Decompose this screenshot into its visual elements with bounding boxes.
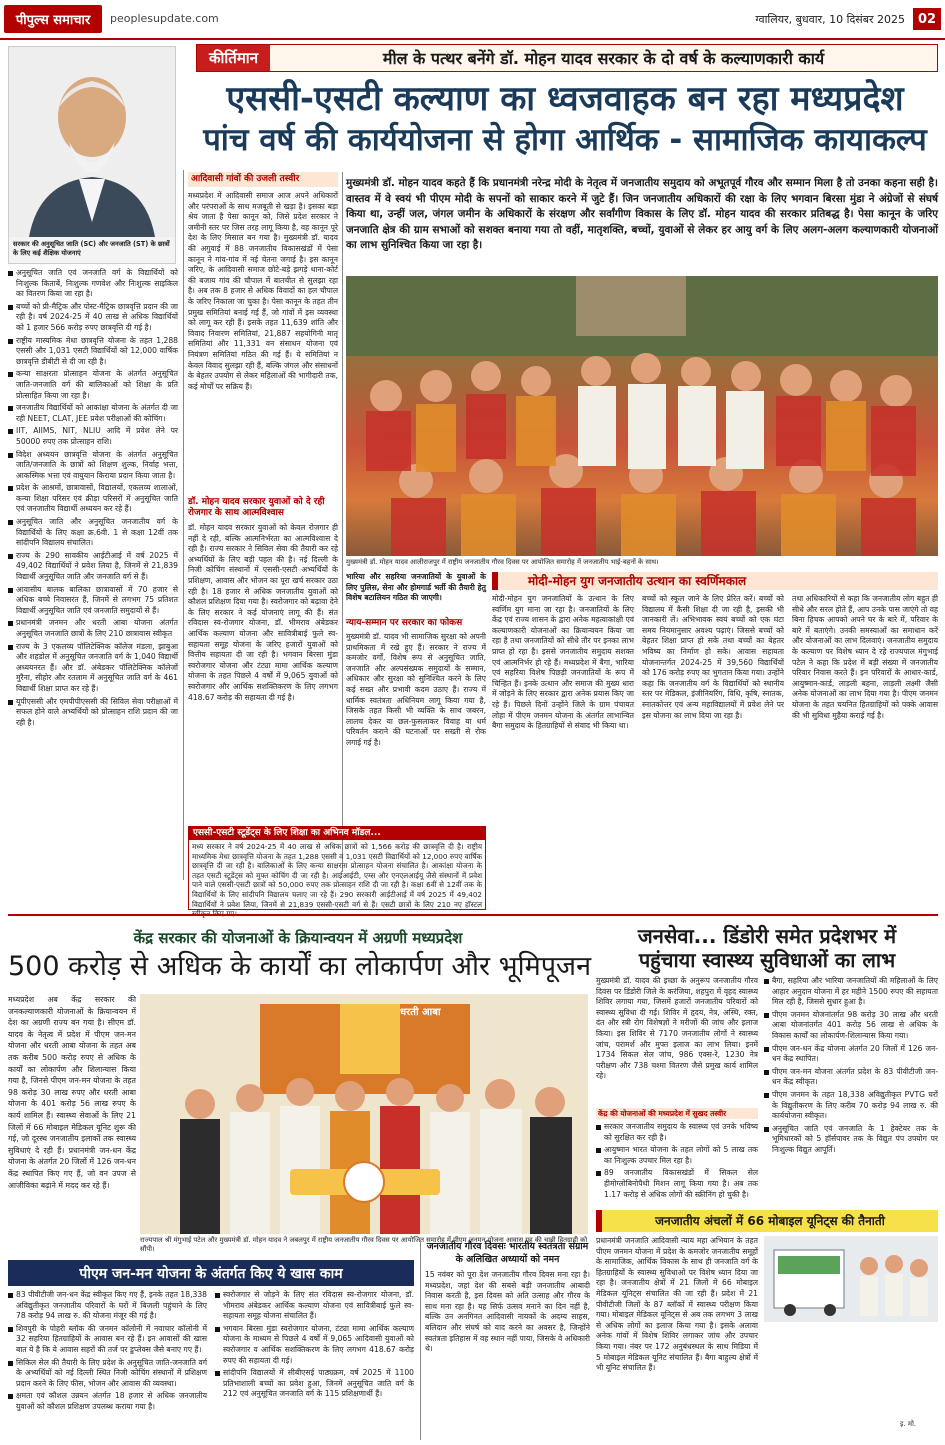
sec2-photo-caption: राज्यपाल श्री मंगुभाई पटेल और मुख्यमंत्री डॉ. मोहन यादव ने जबलपुर में राष्ट्रीय जनजातीय गौरव दिवस पर आयोजित समारोह में पीएम जनमन योजना आवास गृह की चाबी हितग्राही को सौंपी। xyxy=(140,1236,588,1253)
health-bullets-1 xyxy=(596,1122,758,1208)
list-item: IIT, AIIMS, NIT, NLIU आदि में प्रवेश लेने पर 50000 रुपए तक प्रोत्साहन राशि। xyxy=(8,426,178,447)
tribal-villages-section xyxy=(188,172,338,872)
list-item: यूपीएससी और एमपीपीएससी की सिविल सेवा परीक्षाओं में सफल होने वाले अभ्यर्थियों को प्रोत्साहन राशि प्रदान की जा रही है। xyxy=(8,697,178,729)
sec2-photo xyxy=(140,994,588,1234)
pmjm-band xyxy=(8,1260,414,1286)
lead-paragraph: मुख्यमंत्री डॉ. मोहन यादव कहते हैं कि प्रधानमंत्री नरेन्द्र मोदी के नेतृत्व में जनजातीय समुदाय को अभूतपूर्व गौरव और सम्मान मिला है तो उनका कहना सही है। वास्तव में वे स्वयं भी पीएम मोदी के सपनों को साकार करने में जुटे हैं। जिन जनजातीय अधिकारों की रक्षा के लिए भगवान बिरसा मुंडा ने अंग्रेजों से संघर्ष किया था, उन्हीं जल, जंगल जमीन के अधिकारों के संरक्षण और सर्वांगीण विकास के लिए डॉ. मोहन यादव की सरकार प्रतिबद्ध है। पेसा कानून के जरिए जनजाति क्षेत्र की ग्राम सभाओं को सशक्त बनाया गया तो वहीं, मातृशक्ति, बच्चों, युवाओं से लेकर हर आयु वर्ग के लिए अलग-अलग कल्याणकारी योजनाओं का लाभ सुनिश्चित किया जा रहा है। xyxy=(346,177,938,252)
list-item: आयुष्मान भारत योजना के तहत लोगों को 5 लाख तक का निःशुल्क उपचार मिल रहा है। xyxy=(596,1145,758,1166)
signoff: इ. मो. xyxy=(900,1420,917,1428)
list-item: 89 जनजातीय विकासखंडों में सिकल सेल हीमोग्लोबिनोपैथी मिशन लागू किया गया है। अब तक 1.17 करोड़ से अधिक लोगों की स्क्रीनिंग हो चुकी है। xyxy=(596,1168,758,1200)
portrait-image xyxy=(9,47,175,237)
youth-employment-head: डॉ. मोहन यादव सरकार युवाओं को दे रही रोजगार के साथ आत्मविश्वास xyxy=(188,497,325,518)
sec2-body: मध्यप्रदेश अब केंद्र सरकार की जनकल्याणकारी योजनाओं के क्रियान्वयन में देश का अग्रणी राज्य बन गया है। सीएम डॉ. यादव के नेतृत्व में प्रदेश में पीएम जन-मन योजना और धरती आबा योजना के तहत अब तक करीब 500 करोड़ रुपए से अधिक के कार्यों का लोकार्पण और शिलान्यास किया गया है, जिनसे पीएम जन-मन योजना के तहत 98 करोड़ 30 लाख रुपए और धरती आबा योजना के 401 करोड़ 56 लाख रुपए के कार्य शामिल हैं। स्वास्थ्य सेवाओं के लिए 21 जिलों में 66 मोबाइल मेडिकल यूनिट शुरू की गई, जो दूरस्थ जनजातीय इलाकों तक स्वास्थ्य सुविधाएं दे रही हैं। प्रधानमंत्री जन-धन केंद्र योजना के अंतर्गत 20 जिलों में 126 जन-धन केंद्र स्थापित किए गए हैं, जो वन उपज से आजीविका बढ़ाने में मदद कर रहे हैं। xyxy=(8,995,136,1190)
list-item: राज्य के 290 सावकीय आईटीआई में वर्ष 2025 में 49,402 विद्यार्थियों ने प्रवेश लिया है, जिनमें से 21,839 विद्यार्थी अनुसूचित जाति और जनजाति वर्ग से हैं। xyxy=(8,551,178,583)
left-bullets xyxy=(8,268,178,728)
sec2-headline: 500 करोड़ से अधिक के कार्यों का लोकार्पण और भूमिपूजन xyxy=(8,951,592,982)
kicker-tag: कीर्तिमान xyxy=(197,45,270,71)
modi-mohan-col-3: तथा अधिकारियों से कहा कि जनजातीय लोग बहुत ही सीधे और सरल होते हैं, आप उनके पास जाएंगे तो वह बिना हिचक आपको अपने घर के बारे में, परिवार के बारे में बताएंगे। उनकी समस्याओं का समाधान करें और योजनाओं का लाभ दिलवाएं। जनजातीय समुदाय के कल्याण पर विशेष ध्यान दे रहे राज्यपाल मंगुभाई पटेल ने कहा कि प्रदेश में बड़ी संख्या में जनजातीय परिवार निवास करते हैं। इन परिवारों के आधार-कार्ड, आयुष्मान-कार्ड, लाड़ली बहना, लाड़ली लक्ष्मी जैसी अनेक योजनाओं का लाभ दिया गया है। पीएम जनमन योजना के तहत चयनित हितग्राहियों को पक्के आवास की भी सुविधा मुहैया कराई गई है। xyxy=(792,594,938,720)
newspaper-logo[interactable]: पीपुल्स समाचार xyxy=(4,5,102,33)
list-item: 83 पीवीटीजी जन-धन केंद्र स्वीकृत किए गए हैं, इनके तहत 18,338 अविद्युतीकृत जनजातीय परिवारों के घरों में बिजली पहुंचाने के लिए 78 करोड़ 94 लाख रु. की योजना मंजूर की गई है। xyxy=(8,1290,207,1322)
list-item: विदेश अध्ययन छात्रवृत्ति योजना के अंतर्गत अनुसूचित जाति/जनजाति के छात्रों को शिक्षण शुल्क, निर्वाह भत्ता, आकस्मिक भत्ता एवं वायुयान किराया प्रदान किया जाता है। xyxy=(8,450,178,482)
kicker-bar xyxy=(196,44,938,72)
freedom-text: 15 नवंबर को पूरा देश जनजातीय गौरव दिवस मना रहा है। मध्यप्रदेश, जहां देश की सबसे बड़ी जनजातीय आबादी निवास करती है, इस दिवस को अति उत्साह और गौरव के साथ मना रहा है। यह सिर्फ उत्सव मनाने का दिन नहीं है, बल्कि उन अनगिनत आदिवासी नायकों के अदम्य साहस, बलिदान और संघर्ष को याद करने का अवसर है, जिन्होंने स्वतंत्रता इतिहास में वह स्थान नहीं पाया, जिसके वे अधिकारी थे। xyxy=(425,1270,590,1354)
mobile-van-image xyxy=(764,1236,938,1322)
tribal-villages-text: मध्यप्रदेश में आदिवासी समाज आज अपने अधिकारों और परंपराओं के साथ मजबूती से खड़ा है। इसका बड़ा श्रेय जाता है पेसा कानून को, जिसे प्रदेश सरकार ने जमीनी स्तर पर जिस तरह लागू किया है, वह कानून पूरे देश के लिए मिसाल बन गया है। मुख्यमंत्री डॉ. यादव की अगुवाई में 88 जनजातीय विकासखंडों में पेसा कानून ने गांव-गांव में नई चेतना जगाई है। इस कानून जरिए, के आदिवासी समाज छोटे-बड़े झगड़े थाना-कोर्ट की बजाय गांव की चौपाल में बातचीत से सुलझा रहा है। अब तक 8 हजार से अधिक विवादों का हल चौपाल के जरिए निकाला जा चुका है। पेसा कानून के तहत तीन प्रमुख समितियां बनाई गई हैं, जो गांवों में इस व्यवस्था को लागू कर रही हैं। इसके तहत 11,639 शांति और विवाद निवारण समितियां, 21,887 सहयोगिनी मातृ समितियां और 11,331 वन संसाधन योजना एवं नियंत्रण समितियां गठित की गई हैं। ये समितियां न केवल विवाद सुलझा रही हैं, बल्कि जंगल और संसाधनों के बेहतर उपयोग से लेकर महिलाओं की भागीदारी तक, कई मोर्चों पर सक्रिय हैं। xyxy=(188,191,338,391)
list-item: अनुसूचित जाति एवं जनजाति के 1 हेक्टेयर तक के भूमिधारकों को 5 हॉर्सपावर तक के विद्युत पंप उपयोग पर निःशुल्क विद्युत आपूर्ति। xyxy=(764,1124,938,1156)
mobile-units-band xyxy=(596,1210,938,1232)
pmjm-bullet-list xyxy=(8,1290,414,1413)
main-photo-caption: मुख्यमंत्री डॉ. मोहन यादव आलीराजपुर में राष्ट्रीय जनजातीय गौरव दिवस पर आयोजित समारोह में जनजातीय भाई-बहनों के साथ। xyxy=(346,558,659,566)
list-item: क्षमता एवं कौशल उन्नयन अंतर्गत 18 हजार से अधिक जनजातीय युवाओं को कौशल प्रशिक्षण उपलब्ध कराया गया है। xyxy=(8,1391,207,1412)
mobile-units-head: जनजातीय अंचलों में 66 मोबाइल यूनिट्स की तैनाती xyxy=(655,1214,885,1228)
list-item: पीएम जनमन के तहत 18,338 अविद्युतीकृत PVTG घरों के विद्युतीकरण के लिए करीब 70 करोड़ 94 लाख रु. की कार्ययोजना स्वीकृत। xyxy=(764,1090,938,1122)
portrait-caption: सरकार की अनुसूचित जाति (SC) और जनजाति (ST) के छात्रों के लिए कई शैक्षिक योजनाएं xyxy=(13,240,170,257)
list-item: प्रधानमंत्री जनमन और धरती आबा योजना अंतर्गत अनुसूचित जनजाति छात्रों के लिए 210 छात्रावास स्वीकृत xyxy=(8,618,178,639)
health-head-2: पहुंचाया स्वास्थ्य सुविधाओं का लाभ xyxy=(638,948,896,972)
justice-head: न्याय-सम्मान पर सरकार का फोकस xyxy=(346,618,463,628)
headline-line-1: एससी-एसटी कल्याण का ध्वजवाहक बन रहा मध्यप्रदेश xyxy=(226,79,904,119)
modi-mohan-col-2: बच्चों को स्कूल जाने के लिए प्रेरित करें। बच्चों को विद्यालय में कैसी शिक्षा दी जा रही है, इसकी भी जानकारी लें। अभिभावक स्वयं बच्चों को एक घंटा समय नियमानुसार अवश्य पढ़ाएं। जिससे बच्चों को बेहतर शिक्षा प्राप्त हो सके तथा बच्चों का बेहतर भविष्य का निर्माण हो सके। आवास सहायता योजनान्तर्गत 2024-25 में 39,560 विद्यार्थियों को 176 करोड़ रुपए का भुगतान किया गया। उन्होंने कहा कि जनजातीय वर्ग के विद्यार्थियों को स्थानीय स्तर पर मेडिकल, इंजीनियरिंग, विधि, कृषि, स्नातक, स्नातकोत्तर एवं अन्य महाविद्यालयों में प्रवेश लेने पर इस योजना का लाभ दिया जा रहा है। xyxy=(642,594,784,720)
kicker-text: मील के पत्थर बनेंगे डॉ. मोहन यादव सरकार के दो वर्ष के कल्याणकारी कार्य xyxy=(382,49,825,68)
list-item: आवासीय बालक बालिका छात्रावासों में 70 हजार से अधिक बच्चे निवासरत हैं, जिनमें से लगभग 75 प्रतिशत विद्यार्थी अनुसूचित जाति एवं जनजाति समुदायों से हैं। xyxy=(8,585,178,617)
list-item: बैगा, सहरिया और भारिया जनजातियों की महिलाओं के लिए आहार अनुदान योजना में हर महीने 1500 रुपए की सहायता मिल रही है, जिससे सुधार हुआ है। xyxy=(764,976,938,1008)
list-item: शिवपुरी के पोहरी ब्लॉक की जनमन कॉलोनी में नवाचार कॉलोनी में 32 सहरिया हितग्राहियों के आवास बन रहे हैं। इन आवासों की खास बात ये है कि ये आवास सहरों की तर्ज पर डुप्लेक्स जैसे बनाए गए हैं। xyxy=(8,1324,207,1356)
freedom-head: जनजातीय गौरव दिवसः भारतीय स्वतंत्रता संग्राम के अलिखित अध्यायों को नमन xyxy=(426,1241,589,1265)
health-bullet-list-1 xyxy=(596,1122,758,1200)
list-item: पीएम जन-मन योजना अंतर्गत प्रदेश के 83 पीवीटीजी जन-धन केंद्र स्वीकृत। xyxy=(764,1067,938,1088)
list-item: सरकार जनजातीय समुदाय के स्वास्थ्य एवं उनके भविष्य को सुरक्षित कर रही है। xyxy=(596,1122,758,1143)
list-item: जनजातीय विद्यार्थियों को आकांक्षा योजना के अंतर्गत दी जा रही NEET, CLAT, JEE प्रवेश परीक्षाओं की कोचिंग। xyxy=(8,403,178,424)
column-divider xyxy=(183,170,184,880)
justice-text: मुख्यमंत्री डॉ. यादव भी सामाजिक सुरक्षा को अपनी प्राथमिकता में रखे हुए हैं। सरकार ने राज्य में कमजोर वर्गों, विशेष रूप से अनुसूचित जाति, जनजाति और अल्पसंख्यक समुदायों के सम्मान, अधिकार और सुरक्षा को सुनिश्चित करने के लिए कई सख्त और प्रभावी कदम उठाए हैं। राज्य में धार्मिक स्वतंत्रता अधिनियम लागू किया गया है, जिसके तहत किसी भी व्यक्ति के साथ जबरन, लालच देकर या छल-फुसलाकर विवाह या धर्म परिवर्तन कराने की घटनाओं पर सख्ती से रोक लगाई गई है। xyxy=(346,632,486,747)
students-box xyxy=(188,826,486,910)
list-item: भगवान बिरसा मुंडा स्वरोजगार योजना, टंट्या मामा आर्थिक कल्याण योजना के माध्यम से पिछले 4 वर्षों में 9,065 आदिवासी युवाओं को स्वरोजगार व आर्थिक सशक्तिकरण के लिए लगभग 418.67 करोड़ रुपए की सहायता दी गई। xyxy=(215,1324,414,1366)
main-headline xyxy=(190,78,940,160)
freedom-section xyxy=(420,1240,590,1440)
students-text: मध्य सरकार ने वर्ष 2024-25 में 40 लाख से अधिक छात्रों को 1,566 करोड़ की छात्रवृत्ति दी है। राष्ट्रीय माध्यमिक मेधा छात्रवृत्ति योजना के तहत 1,288 एससी व 1,031 एसटी विद्यार्थियों को 12,000 रुपए वार्षिक छात्रवृत्ति दी जा रही है। बालिकाओं के लिए कन्या साक्षरता प्रोत्साहन योजना संचालित है। आकांक्षा योजना के तहत एसटी स्टूडेंट्स को मुफ्त कोचिंग दी जा रही है। आईआईटी, एम्स और एनएलआईयू जैसे संस्थानों में प्रवेश पाने वाले एससी-एसटी छात्रों को 50,000 रुपए तक प्रोत्साहन राशि दी जा रही है। कक्षा 6वीं से 12वीं तक के विद्यार्थियों के लिए सांदीपनि विद्यालय चलाए जा रहे हैं। 290 सरकारी आईटीआई में वर्ष 2025 में 49,402 विद्यार्थियों ने प्रवेश लिया, जिनमें से 21,839 एससी-एसटी वर्ग से हैं। एसटी छात्रों के लिए 210 नए हॉस्टल xyxy=(192,842,482,909)
list-item: बच्चों को प्री-मैट्रिक और पोस्ट-मैट्रिक छात्रवृत्ति प्रदान की जा रही है। वर्ष 2024-25 में 40 लाख से अधिक विद्यार्थियों को 1 हजार 566 करोड़ रुपए छात्रवृत्ति दी गई है। xyxy=(8,302,178,334)
main-photo-scene xyxy=(346,276,938,556)
column-divider xyxy=(342,172,343,872)
list-item: राष्ट्रीय मास्यमिक मेधा छात्रवृत्ति योजना के तहत 1,288 एससी और 1,031 एसटी विद्यार्थियों को 12,000 वार्षिक छात्रवृत्ति डीबीटी से दी जा रही है। xyxy=(8,336,178,368)
pmjm-bullets xyxy=(8,1290,414,1440)
youth-employment-text: डॉ. मोहन यादव सरकार युवाओं को केवल रोजगार ही नहीं दे रही, बल्कि आत्मनिर्भरता का आत्मविश्वास दे रही है। राज्य सरकार ने सिविल सेवा की तैयारी कर रहे अभ्यर्थियों के लिए बड़ी पहल की है। नई दिल्ली के निजी कोचिंग संस्थानों में एससी-एसटी अभ्यर्थियों के प्रशिक्षण, आवास और भोजन का पूरा खर्च सरकार उठा रही है। 18 हजार से अधिक जनजातीय युवाओं को कौशल प्रशिक्षण दिया गया है। स्वरोजगार को बढ़ावा देने के लिए सरकार ने कई योजनाएं लागू की हैं। संत रविदास स्व-रोजगार योजना, डॉ. भीमराव अंबेडकर आर्थिक कल्याण योजना और सावित्रीबाई फुले स्व-सहायता समूह योजना के जरिए हजारों युवाओं को वित्तीय सहायता दी जा रही है। भगवान बिरसा मुंडा स्वरोजगार योजना और टंट्या मामा आर्थिक कल्याण योजना के तहत पिछले 4 वर्षों में 9,065 युवाओं को स्वरोजगार और आर्थिक सशक्तिकरण के लिए लगभग 418.67 करोड़ की सहायता दी गई है। xyxy=(188,523,338,702)
health-text: मुख्यमंत्री डॉ. यादव की इच्छा के अनुरूप जनजातीय गौरव दिवस पर डिंडोरी जिले के करंजिया, शहपुरा में वृहद स्वास्थ्य शिविर लगाया गया, जिसमें हजारों जनजातीय परिवारों को स्वास्थ्य सुविधा दी गई। शिविर में हृदय, नेत्र, अस्थि, रक्त, दंत और स्त्री रोग विशेषज्ञों ने मरीजों की जांच और इलाज किया। इस शिविर से 7170 जनजातीय लोगों ने स्वास्थ्य जांच, परामर्श और मुफ्त इलाज का लाभ लिया। इनमें 1734 सिकल सेल जांच, 986 एक्स-रे, 1230 नेत्र परीक्षण और 738 चश्मा वितरण जैसे प्रमुख कार्य शामिल रहे। xyxy=(596,976,758,1081)
list-item: सांदीपनि विद्यालयों में सीबीएसई पाठ्यक्रम, वर्ष 2025 में 1100 प्रतिभाशाली बच्चों का प्रवेश हुआ, जिनमें अनुसूचित जाति वर्ग के 212 एवं अनुसूचित जनजाति वर्ग के 115 प्रशिक्षणार्थी हैं। xyxy=(215,1368,414,1400)
health-subhead: केंद्र की योजनाओं की मध्यप्रदेश में सुखद तस्वीर xyxy=(596,1108,758,1119)
modi-mohan-col-1: मोदी-मोहन युग जनजातियों के उत्थान के लिए स्वर्णिम युग माना जा रहा है। जनजातियों के लिए केंद्र एवं राज्य शासन के द्वारा अनेक महत्वाकांक्षी एवं कल्याणकारी योजनाओं का क्रियान्वयन किया जा रहा है तथा जनजातियों को सीधे तौर पर इनका लाभ प्राप्त हो रहा है। इससे जनजातीय समुदाय सशक्त एवं आत्मनिर्भर हो रहे हैं। मध्यप्रदेश में बैगा, भारिया एवं सहरिया विशेष पिछड़ी जनजातियों के रूप में चिन्हित हैं। इनके उत्थान और समाज की मुख्य धारा में जोड़ने के लिए सरकार द्वारा अनेक प्रयास किए जा रहे हैं। पिछले दिनों उन्होंने जिले के ग्राम पंचायत लोहा में पीएम जनमन योजना के अंतर्गत लाभान्वित बैगा समुदाय के हितग्राहियों से संवाद भी किया था। xyxy=(492,594,634,731)
battalion-text: भारिया और सहरिया जनजातियों के युवाओं के लिए पुलिस, सेना और होमगार्ड भर्ती की तैयारी हेतु विशेष बटालियन गठित की जाएगी। xyxy=(346,572,486,603)
mobile-units-photo xyxy=(764,1236,938,1322)
list-item: सिकिल सेल की तैयारी के लिए प्रदेश के अनुसूचित जाति-जनजाति वर्ग के अभ्यर्थियों को नई दिल्ली स्थित निजी कोचिंग संस्थानों में प्रशिक्षण प्रदान करने के लिए फीस, भोजन और आवास की व्यवस्था। xyxy=(8,1358,207,1390)
portrait-box xyxy=(8,46,176,264)
list-item: पीएम जन-धन केंद्र योजना अंतर्गत 20 जिलों में 126 जन-धन केंद्र स्थापित। xyxy=(764,1044,938,1065)
modi-mohan-band xyxy=(492,572,938,590)
modi-mohan-head: मोदी-मोहन युग जनजातीय उत्थान का स्वर्णिमकाल xyxy=(528,574,747,588)
sec2-kicker: केंद्र सरकार की योजनाओं के क्रियान्वयन में अग्रणी मध्यप्रदेश xyxy=(133,929,463,947)
site-url[interactable]: peoplesupdate.com xyxy=(110,12,219,25)
list-item: अनुसूचित जाति और अनुसूचित जनजातीय वर्ग के विद्यार्थियों के लिए कक्षा क्र.6वी. 1 से कक्षा 12वीं तक सांदीपनि विद्यालय संचालित। xyxy=(8,517,178,549)
left-column xyxy=(8,268,178,878)
pmjm-head: पीएम जन-मन योजना के अंतर्गत किए ये खास काम xyxy=(79,1265,343,1282)
sec2-photo-scene xyxy=(140,994,588,1234)
list-item: राज्य के 3 एकलव्य पॉलिटेक्निक कॉलेज मंडला, झाबुआ और शहडोल में अनुसूचित जनजाति वर्ग के 1,040 विद्यार्थी अध्ययनरत हैं। और डॉ. अंबेडकर पॉलिटेक्निक कॉलेजों मुरैना, सीहोर और रतलाम में अनुसूचित जाति वर्ग के 461 विद्यार्थी शिक्षा प्राप्त कर रहे हैं। xyxy=(8,642,178,695)
main-photo xyxy=(346,276,938,556)
page-number: 02 xyxy=(913,8,941,30)
students-head: एससी-एसटी स्टूडेंट्स के लिए शिक्षा का अभिनव मॉडल... xyxy=(189,827,485,840)
list-item: अनुसूचित जाति एवं जनजाति वर्ग के विद्यार्थियों को निःशुल्क किताबें, निःशुल्क गणवेश और निःशुल्क साइकिल का वितरण किया जा रहा है। xyxy=(8,268,178,300)
health-bullet-list-2 xyxy=(764,976,938,1156)
sec2-photo-banner: धरती आबा xyxy=(400,1007,441,1018)
health-head-1: जनसेवा... डिंडोरी समेत प्रदेशभर में xyxy=(637,924,897,948)
list-item: प्रदेश के आश्रमों, छात्रावासों, विद्यालयों, एकलव्य शालाओं, कन्या शिक्षा परिसर एवं क्रीड़ा परिसरों में अनुसूचित जाति एवं जनजातीय विद्यार्थी अध्ययन कर रहे हैं। xyxy=(8,483,178,515)
headline-line-2: पांच वर्ष की कार्ययोजना से होगा आर्थिक - सामाजिक कायाकल्प xyxy=(203,122,927,158)
dateline: ग्वालियर, बुधवार, 10 दिसंबर 2025 xyxy=(755,13,905,26)
masthead xyxy=(0,0,945,40)
list-item: स्वरोजगार से जोड़ने के लिए संत रविदास स्व-रोजगार योजना, डॉ. भीमराव अंबेडकर आर्थिक कल्याण योजना एवं सावित्रीबाई फुले स्व-सहायता समूह योजना संचालित हैं। xyxy=(215,1290,414,1322)
health-bullets-2 xyxy=(764,976,938,1206)
list-item: कन्या साक्षरता प्रोत्साहन योजना के अंतर्गत अनुसूचित जाति-जनजाति वर्ग की बालिकाओं को शिक्षा के प्रति प्रोत्साहित किया जा रहा है। xyxy=(8,369,178,401)
justice-section xyxy=(346,572,486,828)
tribal-villages-head: आदिवासी गांवों की उजली तस्वीर xyxy=(188,172,338,187)
mobile-units-text: प्रधानमंत्री जनजाति आदिवासी न्याय महा अभियान के तहत पीएम जनमन योजना में प्रदेश के कमजोर जनजातीय समूहों के सामाजिक, आर्थिक विकास के साथ ही जनजाति वर्ग के हितग्राहियों के स्वास्थ्य सुविधाओं पर विशेष ध्यान दिया जा रहा है। जनजातीय क्षेत्रों में 21 जिलों में 66 मोबाइल मेडिकल यूनिट्स संचालित की जा रही हैं। प्रदेश में 21 पीवीटीजी जिलों के 87 ब्लॉकों में स्वास्थ्य परीक्षण किया गया। मोबाइल मेडिकल यूनिट्स से अब तक लगभग 3 लाख से अधिक लोगों का इलाज किया गया है। इसके अलावा अनेक गांवों में विशेष शिविर लगाकर जांच और उपचार किया गया। नंबर पर 172 अनुबंधस्थल के साथ मिडिया में 5 मोबाइल मेडिकल यूनिट संचालित हैं। बैगा बाहुल्य क्षेत्रों में भी यूनिट संचालित हैं। xyxy=(596,1236,758,1373)
list-item: पीएम जनमन योजनांतर्गत 98 करोड़ 30 लाख और धरती आबा योजनांतर्गत 401 करोड़ 56 लाख से अधिक के विकास कार्यों का लोकार्पण-शिलान्यास किया गया। xyxy=(764,1010,938,1042)
section-divider xyxy=(8,914,938,916)
